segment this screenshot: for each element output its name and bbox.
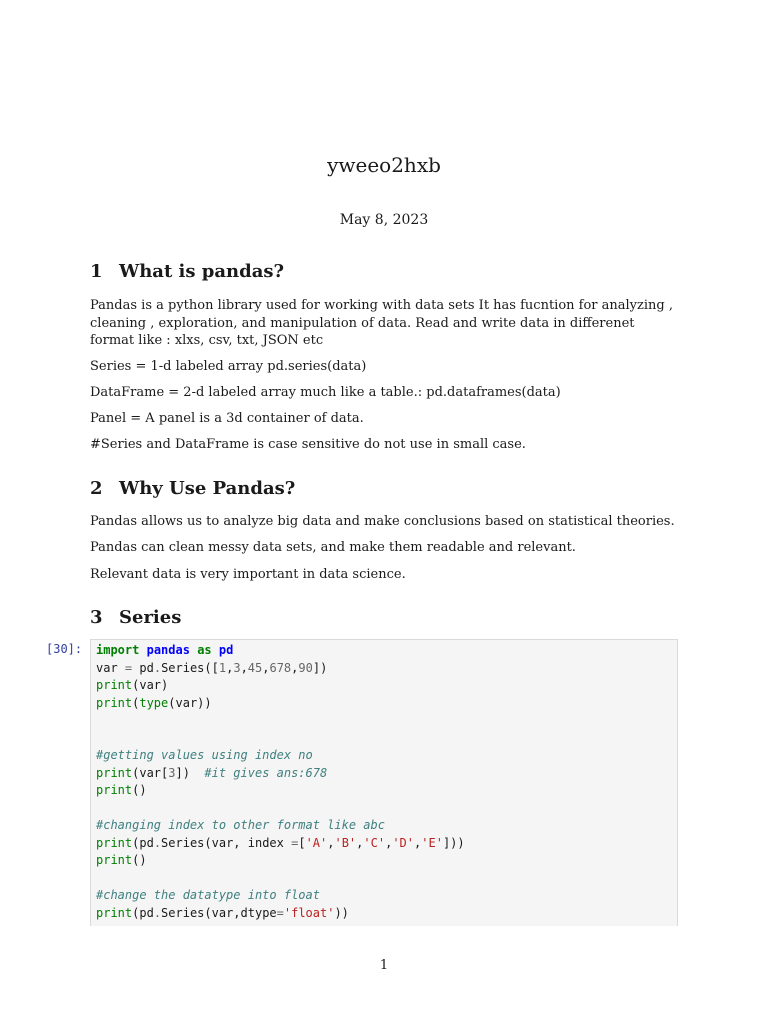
code-line — [96, 800, 465, 818]
code-token: 'float' — [283, 905, 335, 920]
paragraph: Pandas allows us to analyze big data and make conclusions based on statistical theories. — [90, 514, 675, 529]
code-line — [96, 782, 465, 800]
code-token: (var[ — [132, 765, 169, 780]
code-token: . — [153, 660, 162, 675]
page-number: 1 — [379, 958, 389, 973]
code-token: as — [197, 643, 212, 657]
document-date: May 8, 2023 — [339, 212, 429, 228]
code-token: , — [327, 835, 335, 850]
code-token: import — [96, 643, 140, 657]
code-token: #changing index to other format like abc — [96, 818, 385, 832]
code-line — [96, 677, 465, 695]
code-token: ]) — [312, 660, 328, 675]
code-token: print — [96, 905, 133, 920]
section-heading-why-use-pandas — [90, 477, 295, 501]
code-line — [96, 817, 465, 835]
paragraph: Pandas can clean messy data sets, and make them readable and relevant. — [90, 540, 576, 555]
code-token: 3 — [233, 660, 241, 675]
code-token: [ — [298, 835, 306, 850]
code-line — [96, 712, 465, 730]
code-token: = — [291, 835, 299, 850]
code-token: . — [153, 905, 162, 920]
code-token: print — [96, 835, 133, 850]
paragraph: #Series and DataFrame is case sensitive do not use in small case. — [90, 437, 526, 452]
section-heading-what-is-pandas — [90, 260, 284, 284]
code-token: pd — [218, 643, 234, 657]
code-token: #getting values using index no — [96, 748, 313, 762]
paragraph: Panel = A panel is a 3d container of data. — [90, 411, 364, 426]
code-token: 'A' — [305, 835, 328, 850]
code-token: 45 — [247, 660, 263, 675]
code-token: 90 — [298, 660, 313, 675]
code-token — [139, 643, 146, 657]
code-token: #it gives ans:678 — [204, 765, 328, 780]
code-line — [96, 852, 465, 870]
code-line — [96, 870, 465, 888]
code-token: print — [96, 678, 133, 692]
code-line — [96, 835, 465, 853]
code-token: 1 — [218, 660, 227, 675]
code-token: (pd — [132, 835, 154, 850]
code-token: ( — [132, 695, 140, 710]
code-token: = — [124, 660, 133, 675]
code-token: pandas — [146, 643, 190, 657]
code-line — [96, 765, 465, 783]
code-token: 'D' — [392, 835, 415, 850]
code-token: print — [96, 783, 133, 797]
code-token: () — [132, 853, 147, 867]
code-token: type — [139, 695, 169, 710]
code-token: Series(var,dtype — [161, 905, 277, 920]
code-token: pd — [132, 660, 154, 675]
code-line — [96, 730, 465, 748]
section-title: What is pandas? — [119, 261, 285, 282]
code-token: 'C' — [363, 835, 386, 850]
code-token: 'B' — [334, 835, 357, 850]
code-line — [96, 905, 465, 923]
code-token: , — [414, 835, 422, 850]
section-number: 3 — [90, 607, 103, 628]
code-block — [96, 642, 465, 922]
code-token: , — [226, 660, 234, 675]
code-token: (var) — [132, 678, 169, 692]
code-token: print — [96, 765, 133, 780]
code-token: Series([ — [161, 660, 219, 675]
code-token: (var)) — [168, 695, 212, 710]
code-token: , — [240, 660, 248, 675]
code-token: , — [385, 835, 393, 850]
code-token: ]) — [175, 765, 205, 780]
code-token: ])) — [442, 835, 465, 850]
code-token: print — [96, 853, 133, 867]
code-token: Series(var, index — [161, 835, 292, 850]
code-token: 'E' — [421, 835, 443, 850]
paragraph: Series = 1-d labeled array pd.series(data) — [90, 359, 367, 374]
code-token: )) — [334, 905, 349, 920]
paragraph: Relevant data is very important in data science. — [90, 567, 406, 582]
code-token: #change the datatype into float — [96, 888, 320, 902]
section-heading-series — [90, 606, 181, 630]
code-line — [96, 747, 465, 765]
paragraph: DataFrame = 2-d labeled array much like a table.: pd.dataframes(data) — [90, 385, 561, 400]
code-token: , — [356, 835, 364, 850]
cell-prompt: [30]: — [46, 642, 83, 656]
code-cell[interactable] — [90, 639, 678, 926]
code-token: print — [96, 695, 133, 710]
paragraph: Pandas is a python library used for working with data sets It has fucntion for analyzing , cleaning , exploration, and manipulation of data. Read and write data in differenet format like : xlxs, csv, txt, JSON etc — [90, 298, 673, 348]
section-number: 2 — [90, 478, 103, 499]
code-token: = — [276, 905, 284, 920]
section-title: Why Use Pandas? — [119, 478, 296, 499]
code-token: . — [153, 835, 162, 850]
section-number: 1 — [90, 261, 103, 282]
code-line — [96, 695, 465, 713]
code-token: var — [96, 660, 125, 675]
code-token: , — [291, 660, 299, 675]
code-token: 3 — [168, 765, 176, 780]
section-title: Series — [119, 607, 182, 628]
code-token — [212, 643, 219, 657]
code-line — [96, 642, 465, 660]
code-token: (pd — [132, 905, 154, 920]
code-token: , — [262, 660, 270, 675]
code-line — [96, 660, 465, 678]
code-line — [96, 887, 465, 905]
code-token: () — [132, 783, 147, 797]
code-token: 678 — [269, 660, 292, 675]
document-title: yweeo2hxb — [327, 153, 441, 177]
